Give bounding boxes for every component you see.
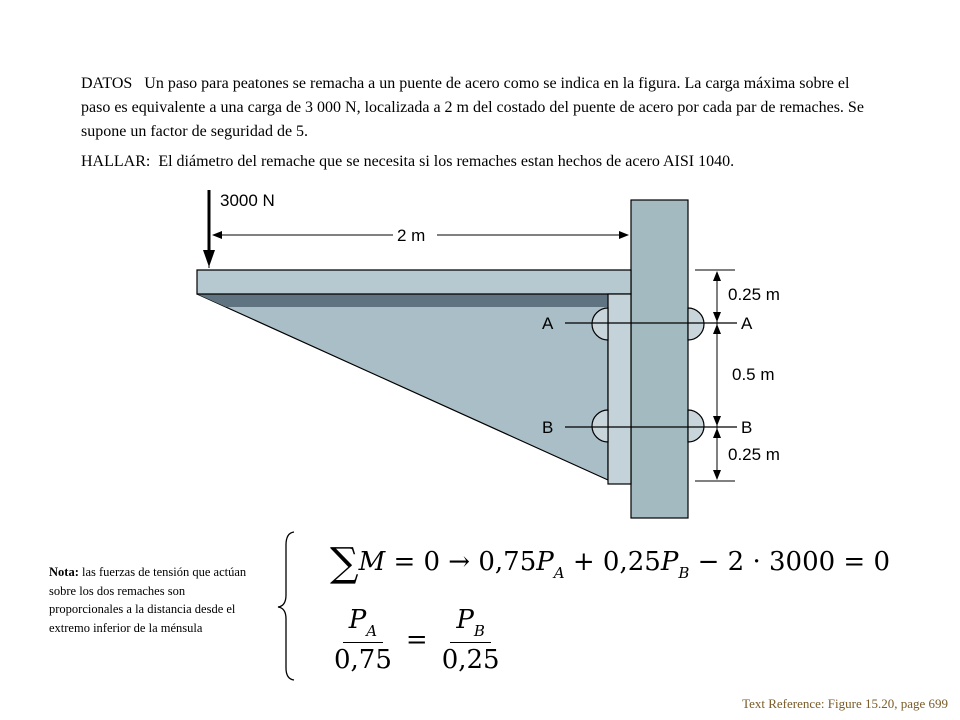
span-arrow-left [212, 231, 222, 239]
pb-subscript: B [678, 564, 690, 582]
nota-box [49, 563, 254, 637]
frac-a-p: P [348, 605, 367, 635]
rivet-a-head-right [688, 308, 704, 340]
moment-eq-part1: = 0 → 0,75 [385, 547, 537, 577]
span-label: 2 m [397, 226, 426, 245]
sigma-symbol: ∑ [330, 540, 359, 586]
hallar-text: El diámetro del remache que se necesita si los remaches estan hechos de acero AISI 1040. [158, 153, 735, 170]
rivet-a-right-label: A [741, 314, 753, 333]
frac-b-sub: B [473, 622, 485, 640]
load-label: 3000 N [220, 191, 275, 210]
rivet-b-head-right [688, 410, 704, 442]
span-arrow-right [619, 231, 629, 239]
pa-symbol: P [536, 547, 554, 577]
pb-symbol: P [660, 547, 679, 577]
nota-label: Nota: [49, 565, 79, 579]
frac-a-sub: A [366, 622, 378, 640]
frac-b-p: P [456, 605, 474, 635]
fraction-b [436, 605, 506, 675]
steel-column [631, 200, 688, 518]
pa-subscript: A [553, 564, 565, 582]
dim-top-label: 0.25 m [728, 285, 780, 304]
flange-shadow [197, 294, 608, 307]
moment-eq-part3: − 2 · 3000 = 0 [689, 547, 891, 577]
datos-text: Un paso para peatones se remacha a un puente de acero como se indica en la figura. La carga máxima sobre el paso es equivalente a una carga de 3 000 N, localizada a 2 m del costado del puente de acero por cada par de remaches. Se supone un factor de seguridad de 5. [81, 75, 864, 140]
text-reference: Text Reference: Figure 15.20, page 699 [742, 696, 948, 711]
hallar-label: HALLAR: [81, 153, 151, 170]
moment-symbol: M [358, 547, 386, 577]
rivet-a-left-label: A [542, 314, 554, 333]
dim-middle-label: 0.5 m [732, 365, 775, 384]
frac-b-denominator: 0,25 [441, 645, 500, 675]
datos-label: DATOS [81, 75, 133, 92]
equals-sign: = [405, 625, 428, 655]
dim-bottom-label: 0.25 m [728, 445, 780, 464]
moment-eq-part2: + 0,25 [564, 547, 661, 577]
nota-text: las fuerzas de tensión que actúan sobre los dos remaches son proporcionales a la distancia desde el extremo inferior de la ménsula [49, 565, 247, 635]
fraction-a [328, 605, 398, 675]
bracket-flange [197, 270, 631, 294]
moment-equation [330, 540, 890, 590]
frac-a-denominator: 0,75 [334, 645, 392, 675]
rivet-b-right-label: B [741, 418, 753, 437]
equation-brace [278, 532, 294, 680]
proportion-equation [328, 605, 506, 675]
rivet-b-left-label: B [542, 418, 554, 437]
